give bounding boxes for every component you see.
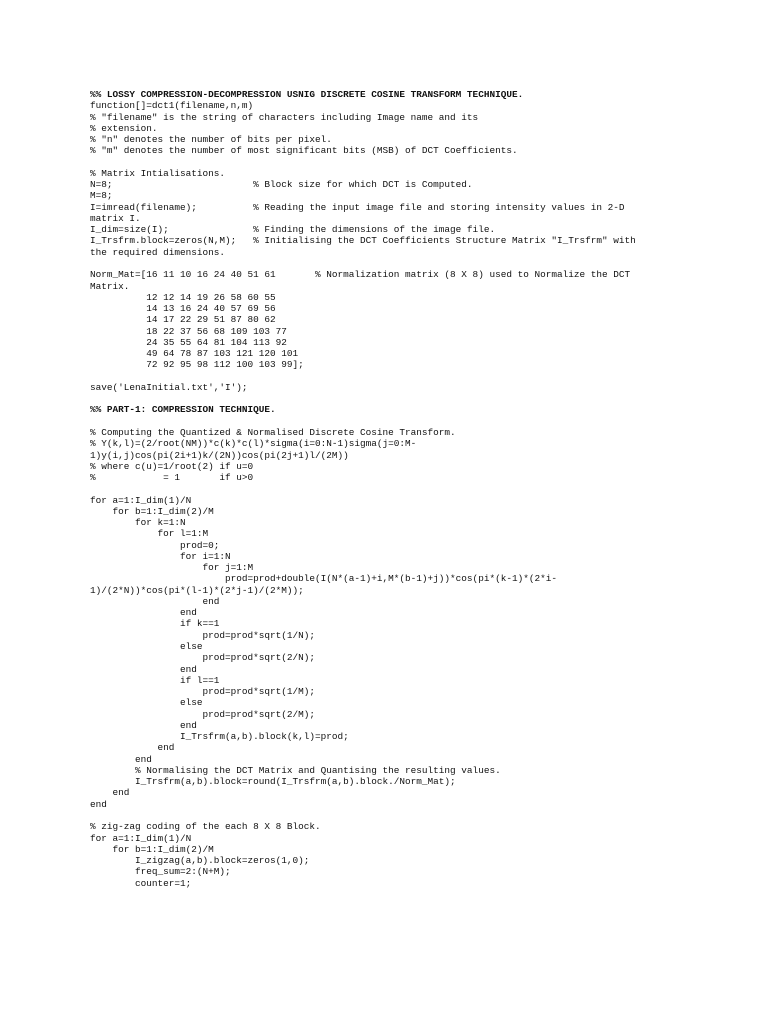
code-line: end (90, 742, 175, 754)
code-line: % Matrix Intialisations. (90, 167, 226, 179)
code-line: 12 12 14 19 26 58 60 55 (90, 291, 276, 303)
code-line: 24 35 55 64 81 104 113 92 (90, 336, 287, 348)
code-line: % "n" denotes the number of bits per pixel. (90, 134, 332, 146)
code-line: for b=1:I_dim(2)/M (90, 843, 214, 855)
code-line: the required dimensions. (90, 246, 226, 258)
code-line: prod=prod+double(I(N*(a-1)+i,M*(b-1)+j))*cos(pi*(k-1)*(2*i- (90, 573, 557, 585)
blank-line (90, 483, 690, 494)
code-line: % "filename" is the string of characters including Image name and its (90, 111, 479, 123)
code-line: % Computing the Quantized & Normalised Discrete Cosine Transform. (90, 426, 456, 438)
code-line: 1)y(i,j)cos(pi(2i+1)k/(2N))cos(pi(2j+1)l/(2M)) (90, 449, 349, 461)
code-line: % zig-zag coding of the each 8 X 8 Block. (90, 821, 321, 833)
code-line: I_dim=size(I); % Finding the dimensions of the image file. (90, 224, 496, 236)
code-line: M=8; (90, 190, 113, 202)
code-line: for k=1:N (90, 517, 186, 529)
code-line: I_Trsfrm.block=zeros(N,M); % Initialising the DCT Coefficients Structure Matrix "I_Trsfrm" with (90, 235, 636, 247)
blank-line (90, 393, 690, 404)
code-line: % = 1 if u>0 (90, 472, 254, 484)
code-line: Norm_Mat=[16 11 10 16 24 40 51 61 % Normalization matrix (8 X 8) used to Normalize the DCT (90, 269, 631, 281)
blank-line (90, 258, 690, 269)
code-line: end (90, 787, 130, 799)
code-line: 49 64 78 87 103 121 120 101 (90, 348, 299, 360)
code-line: % where c(u)=1/root(2) if u=0 (90, 460, 254, 472)
code-line: I=imread(filename); % Reading the input image file and storing intensity values in 2-D (90, 201, 625, 213)
code-line: function[]=dct1(filename,n,m) (90, 100, 254, 112)
code-line: matrix I. (90, 212, 141, 224)
code-line: if l==1 (90, 674, 220, 686)
code-line: % extension. (90, 122, 158, 134)
code-line: 14 13 16 24 40 57 69 56 (90, 303, 276, 315)
code-line: prod=prod*sqrt(2/N); (90, 652, 316, 664)
code-line: counter=1; (90, 877, 192, 889)
code-line: end (90, 595, 220, 607)
code-line: prod=prod*sqrt(1/N); (90, 629, 316, 641)
blank-line (90, 157, 690, 168)
code-line: Matrix. (90, 280, 130, 292)
code-line: % Normalising the DCT Matrix and Quantising the resulting values. (90, 764, 501, 776)
code-line: %% PART-1: COMPRESSION TECHNIQUE. (90, 404, 276, 416)
code-line: % Y(k,l)=(2/root(NM))*c(k)*c(l)*sigma(i=0:N-1)sigma(j=0:M- (90, 438, 417, 450)
code-line: end (90, 663, 197, 675)
code-line: I_Trsfrm(a,b).block(k,l)=prod; (90, 731, 349, 743)
code-line: for a=1:I_dim(1)/N (90, 832, 192, 844)
code-line: I_Trsfrm(a,b).block=round(I_Trsfrm(a,b).block./Norm_Mat); (90, 776, 456, 788)
code-line: % "m" denotes the number of most significant bits (MSB) of DCT Coefficients. (90, 145, 518, 157)
code-line: save('LenaInitial.txt','I'); (90, 381, 248, 393)
code-line: end (90, 798, 107, 810)
code-line: for i=1:N (90, 550, 231, 562)
code-line: N=8; % Block size for which DCT is Computed. (90, 179, 473, 191)
code-line: 72 92 95 98 112 100 103 99]; (90, 359, 304, 371)
code-line: for j=1:M (90, 562, 254, 574)
code-line: 1)/(2*N))*cos(pi*(l-1)*(2*j-1)/(2*M)); (90, 584, 304, 596)
blank-line (90, 371, 690, 382)
code-line: freq_sum=2:(N+M); (90, 866, 231, 878)
code-line: for a=1:I_dim(1)/N (90, 494, 192, 506)
code-line: else (90, 697, 203, 709)
code-line: for l=1:M (90, 528, 209, 540)
code-line: prod=prod*sqrt(1/M); (90, 686, 316, 698)
code-line: end (90, 607, 197, 619)
code-line: if k==1 (90, 618, 220, 630)
code-line: for b=1:I_dim(2)/M (90, 505, 214, 517)
code-line: 18 22 37 56 68 109 103 77 (90, 325, 287, 337)
code-line: 14 17 22 29 51 87 80 62 (90, 314, 276, 326)
code-listing (90, 89, 690, 889)
code-line: I_zigzag(a,b).block=zeros(1,0); (90, 855, 310, 867)
code-line: else (90, 641, 203, 653)
blank-line (90, 810, 690, 821)
code-line: end (90, 719, 197, 731)
code-line: prod=prod*sqrt(2/M); (90, 708, 316, 720)
code-line: end (90, 753, 152, 765)
code-line: prod=0; (90, 539, 220, 551)
blank-line (90, 416, 690, 427)
code-line: %% LOSSY COMPRESSION-DECOMPRESSION USNIG DISCRETE COSINE TRANSFORM TECHNIQUE. (90, 89, 524, 100)
